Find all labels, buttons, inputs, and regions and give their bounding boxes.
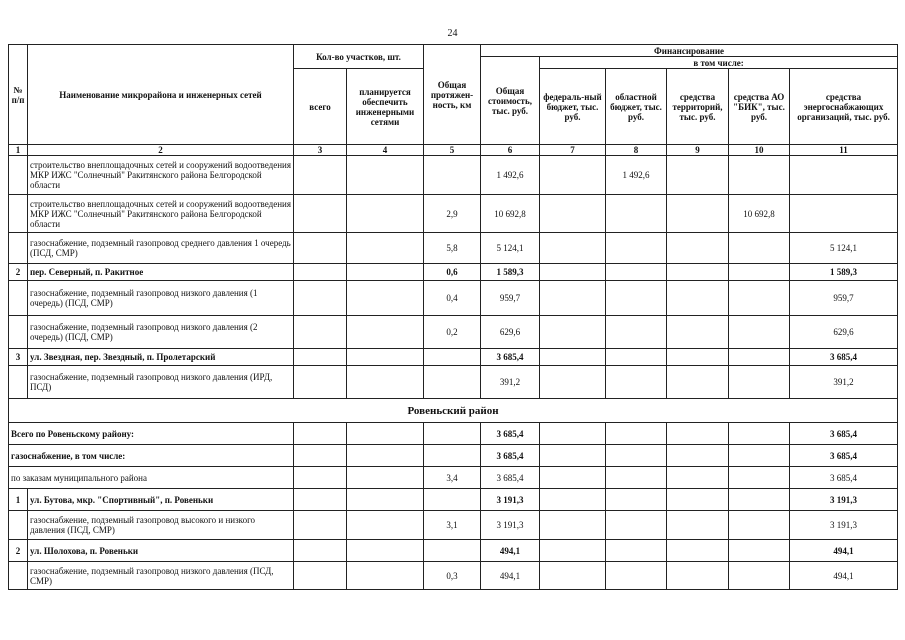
cell-bik [729,264,790,281]
cell-territory [667,195,729,233]
cell-name: ул. Бутова, мкр. "Спортивный", п. Ровеньки [28,489,294,511]
cell-federal [540,264,606,281]
table-row [9,349,898,366]
column-number-row [9,145,898,156]
column-number: 6 [481,145,540,156]
cell-energy: 629,6 [790,316,898,349]
cell-length [424,349,481,366]
column-number: 9 [667,145,729,156]
cell-count-all [294,349,347,366]
cell-count-planned [347,195,424,233]
summary-row [9,467,898,489]
cell-territory [667,349,729,366]
cell-regional [606,511,667,540]
table-row [9,156,898,195]
cell-number: 3 [9,349,28,366]
cell-count-all [294,366,347,399]
cell-territory [667,489,729,511]
cell-energy: 391,2 [790,366,898,399]
table-row [9,540,898,562]
cell-federal [540,316,606,349]
column-number: 5 [424,145,481,156]
cell-count-all [294,489,347,511]
cell-regional: 1 492,6 [606,156,667,195]
header-length: Общая протяжен-ность, км [424,45,481,145]
cell-count-planned [347,511,424,540]
cell-count-planned [347,489,424,511]
cell-length [424,366,481,399]
column-number: 1 [9,145,28,156]
cell-length: 3,1 [424,511,481,540]
cell-energy: 494,1 [790,562,898,590]
cell-name: газоснабжение, подземный газопровод низкого давления (1 очередь) (ПСД, СМР) [28,281,294,316]
table-row [9,489,898,511]
cell-energy [790,156,898,195]
cell-bik [729,445,790,467]
cell-total: 391,2 [481,366,540,399]
cell-regional [606,349,667,366]
cell-number [9,316,28,349]
cell-number: 1 [9,489,28,511]
cell-name: газоснабжение, подземный газопровод низкого давления (2 очередь) (ПСД, СМР) [28,316,294,349]
cell-energy: 3 191,3 [790,511,898,540]
cell-territory [667,540,729,562]
cell-count-all [294,316,347,349]
cell-federal [540,511,606,540]
cell-federal [540,445,606,467]
cell-regional [606,281,667,316]
cell-total: 3 685,4 [481,349,540,366]
cell-count-all [294,264,347,281]
cell-bik [729,233,790,264]
cell-number [9,156,28,195]
cell-regional [606,264,667,281]
cell-territory [667,264,729,281]
cell-federal [540,233,606,264]
summary-row [9,423,898,445]
table-row [9,511,898,540]
column-number: 2 [28,145,294,156]
column-number: 7 [540,145,606,156]
cell-regional [606,467,667,489]
cell-length: 3,4 [424,467,481,489]
cell-count-all [294,562,347,590]
cell-name: газоснабжение, подземный газопровод низкого давления (ИРД, ПСД) [28,366,294,399]
cell-regional [606,540,667,562]
region-row [9,399,898,423]
header-number: № п/п [9,45,28,145]
cell-length [424,423,481,445]
header-total-cost: Общая стоимость, тыс. руб. [481,57,540,145]
cell-bik [729,316,790,349]
summary-row [9,445,898,467]
page-number: 24 [447,28,458,39]
cell-federal [540,467,606,489]
header-in-which: в том числе: [540,57,898,69]
cell-energy: 3 191,3 [790,489,898,511]
cell-total: 494,1 [481,562,540,590]
cell-length [424,489,481,511]
table-row [9,316,898,349]
cell-bik [729,562,790,590]
table-row [9,366,898,399]
header-count-all: всего [294,69,347,145]
cell-length: 0,6 [424,264,481,281]
cell-total: 3 685,4 [481,445,540,467]
cell-count-planned [347,264,424,281]
cell-number: 2 [9,264,28,281]
cell-total: 3 685,4 [481,467,540,489]
cell-bik [729,156,790,195]
cell-length [424,445,481,467]
cell-regional [606,445,667,467]
summary-label: газоснабжение, в том числе: [9,445,294,467]
cell-total: 5 124,1 [481,233,540,264]
cell-name: строительство внеплощадочных сетей и сооружений водоотведения МКР ИЖС "Солнечный" Ракитянского района Белгородской области [28,195,294,233]
summary-label: Всего по Ровеньскому району: [9,423,294,445]
cell-bik [729,489,790,511]
cell-energy: 494,1 [790,540,898,562]
cell-name: газоснабжение, подземный газопровод низкого давления (ПСД, СМР) [28,562,294,590]
cell-count-planned [347,281,424,316]
cell-number [9,366,28,399]
cell-number [9,511,28,540]
cell-total: 3 685,4 [481,423,540,445]
cell-count-planned [347,467,424,489]
header-bik: средства АО "БИК", тыс. руб. [729,69,790,145]
cell-name: ул. Звездная, пер. Звездный, п. Пролетарский [28,349,294,366]
cell-territory [667,467,729,489]
cell-number [9,233,28,264]
cell-regional [606,233,667,264]
cell-territory [667,562,729,590]
table-row [9,233,898,264]
column-number: 4 [347,145,424,156]
header-federal: федераль-ный бюджет, тыс. руб. [540,69,606,145]
cell-bik: 10 692,8 [729,195,790,233]
cell-regional [606,316,667,349]
cell-total: 3 191,3 [481,489,540,511]
cell-number [9,281,28,316]
cell-count-all [294,233,347,264]
cell-name: газоснабжение, подземный газопровод высокого и низкого давления (ПСД, СМР) [28,511,294,540]
cell-count-planned [347,156,424,195]
cell-name: пер. Северный, п. Ракитное [28,264,294,281]
cell-length: 5,8 [424,233,481,264]
cell-count-planned [347,540,424,562]
header-count-planned: планируется обеспечить инженерными сетями [347,69,424,145]
header-financing: Финансирование [481,45,898,57]
cell-length [424,156,481,195]
header-count: Кол-во участков, шт. [294,45,424,69]
cell-bik [729,467,790,489]
cell-total: 1 492,6 [481,156,540,195]
cell-regional [606,195,667,233]
cell-federal [540,562,606,590]
financing-table [8,44,898,590]
table-row [9,281,898,316]
cell-count-planned [347,562,424,590]
cell-count-planned [347,233,424,264]
cell-territory [667,316,729,349]
cell-territory [667,281,729,316]
cell-federal [540,281,606,316]
cell-bik [729,281,790,316]
cell-length [424,540,481,562]
cell-federal [540,489,606,511]
cell-energy: 959,7 [790,281,898,316]
cell-federal [540,195,606,233]
header-regional: областной бюджет, тыс. руб. [606,69,667,145]
cell-name: газоснабжение, подземный газопровод среднего давления 1 очередь (ПСД, СМР) [28,233,294,264]
cell-count-all [294,156,347,195]
cell-energy: 3 685,4 [790,423,898,445]
cell-regional [606,423,667,445]
cell-name: строительство внеплощадочных сетей и сооружений водоотведения МКР ИЖС "Солнечный" Ракитянского района Белгородской области [28,156,294,195]
cell-name: ул. Шолохова, п. Ровеньки [28,540,294,562]
cell-energy: 1 589,3 [790,264,898,281]
header-energy: средства энергоснабжающих организаций, тыс. руб. [790,69,898,145]
column-number: 10 [729,145,790,156]
cell-total: 10 692,8 [481,195,540,233]
cell-count-planned [347,366,424,399]
cell-regional [606,562,667,590]
table-row [9,264,898,281]
cell-energy [790,195,898,233]
cell-length: 0,3 [424,562,481,590]
cell-federal [540,423,606,445]
cell-length: 2,9 [424,195,481,233]
cell-count-all [294,540,347,562]
cell-number: 2 [9,540,28,562]
cell-count-planned [347,445,424,467]
cell-energy: 3 685,4 [790,349,898,366]
cell-count-planned [347,349,424,366]
cell-bik [729,349,790,366]
cell-count-all [294,467,347,489]
cell-federal [540,156,606,195]
cell-total: 3 191,3 [481,511,540,540]
cell-total: 959,7 [481,281,540,316]
cell-territory [667,156,729,195]
cell-total: 494,1 [481,540,540,562]
cell-territory [667,423,729,445]
cell-bik [729,540,790,562]
cell-regional [606,366,667,399]
cell-federal [540,366,606,399]
header-territory: средства территорий, тыс. руб. [667,69,729,145]
cell-federal [540,349,606,366]
cell-energy: 5 124,1 [790,233,898,264]
cell-count-planned [347,423,424,445]
cell-bik [729,511,790,540]
cell-regional [606,489,667,511]
cell-number [9,562,28,590]
cell-energy: 3 685,4 [790,445,898,467]
cell-length: 0,2 [424,316,481,349]
cell-territory [667,233,729,264]
column-number: 8 [606,145,667,156]
cell-count-planned [347,316,424,349]
cell-total: 1 589,3 [481,264,540,281]
cell-count-all [294,445,347,467]
cell-total: 629,6 [481,316,540,349]
cell-length: 0,4 [424,281,481,316]
cell-territory [667,511,729,540]
column-number: 3 [294,145,347,156]
cell-territory [667,366,729,399]
cell-bik [729,366,790,399]
cell-count-all [294,423,347,445]
cell-count-all [294,195,347,233]
header-name: Наименование микрорайона и инженерных сетей [28,45,294,145]
cell-federal [540,540,606,562]
cell-energy: 3 685,4 [790,467,898,489]
cell-bik [729,423,790,445]
cell-number [9,195,28,233]
cell-territory [667,445,729,467]
column-number: 11 [790,145,898,156]
summary-label: по заказам муниципального района [9,467,294,489]
table-row [9,195,898,233]
region-title: Ровеньский район [9,399,898,423]
cell-count-all [294,511,347,540]
table-row [9,562,898,590]
cell-count-all [294,281,347,316]
